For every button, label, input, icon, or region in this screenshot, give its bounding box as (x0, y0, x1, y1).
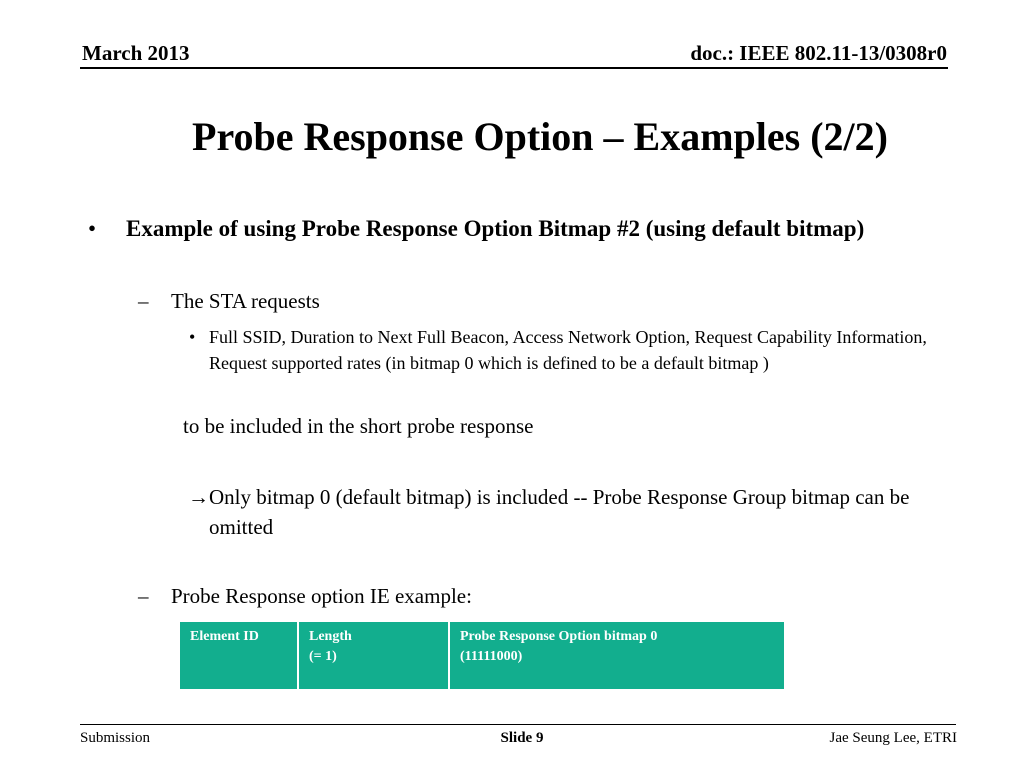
footer-author: Jae Seung Lee, ETRI (829, 730, 957, 746)
header-date: March 2013 (82, 41, 190, 65)
slide-title: Probe Response Option – Examples (2/2) (192, 114, 888, 159)
header-doc-id: doc.: IEEE 802.11-13/0308r0 (690, 41, 947, 65)
arrow-note-text: Only bitmap 0 (default bitmap) is included -- Probe Response Group bitmap can be omitted (209, 485, 910, 539)
right-arrow-icon: → (188, 485, 209, 509)
continuation-text: to be included in the short probe response (183, 414, 534, 438)
sub-bullet-sta-requests: The STA requests (171, 289, 320, 313)
ie-example-table (180, 622, 784, 689)
arrow-note (188, 482, 949, 542)
footer-divider (80, 724, 956, 725)
requested-fields-text: Full SSID, Duration to Next Full Beacon, Access Network Option, Request Capability Information, Request supported rates (in bitmap 0 which is defined to be a default bitmap ) (209, 327, 927, 373)
dash-icon: – (138, 289, 149, 313)
cell-bitmap: Probe Response Option bitmap 0 (11111000) (460, 629, 658, 664)
footer-submission: Submission (80, 730, 151, 746)
bullet-icon: • (88, 216, 97, 241)
cell-element-id: Element ID (180, 622, 298, 689)
dash-icon: – (138, 584, 149, 608)
sub-bullet-ie-example: Probe Response option IE example: (171, 584, 472, 608)
cell-length: Length (= 1) (298, 622, 449, 689)
main-bullet-text: Example of using Probe Response Option Bitmap #2 (using default bitmap) (126, 216, 865, 241)
footer-slide-number: Slide 9 (500, 730, 544, 746)
bullet-icon: • (189, 327, 196, 347)
header-divider (80, 67, 948, 69)
table-row (180, 622, 784, 689)
